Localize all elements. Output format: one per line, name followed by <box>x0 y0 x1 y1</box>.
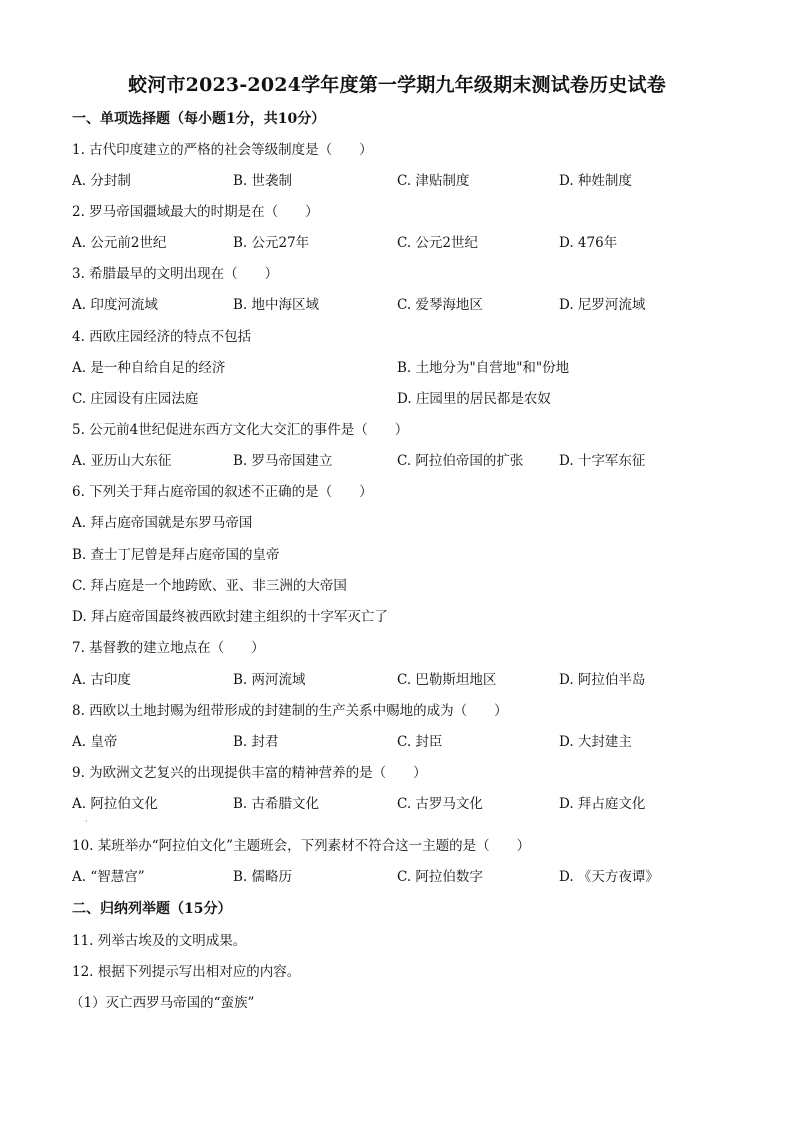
q3-option-b: B. 地中海区域 <box>233 297 320 313</box>
q4-option-a: A. 是一种自给自足的经济 <box>72 360 226 376</box>
q2-option-d: D. 476年 <box>559 235 618 251</box>
q8-option-d: D. 大封建主 <box>559 734 632 750</box>
q5-option-b: B. 罗马帝国建立 <box>233 453 333 469</box>
question-1: 1. 古代印度建立的严格的社会等级制度是（ ） <box>72 142 373 158</box>
q4-option-b: B. 土地分为"自营地"和"份地 <box>397 360 570 376</box>
q9-option-c: C. 古罗马文化 <box>397 796 483 812</box>
q8-option-b: B. 封君 <box>233 734 279 750</box>
q6-option-b: B. 查士丁尼曾是拜占庭帝国的皇帝 <box>72 547 280 563</box>
q9-option-b: B. 古希腊文化 <box>233 796 320 812</box>
section-2-heading: 二、归纳列举题（15分） <box>72 901 232 917</box>
q4-option-d: D. 庄园里的居民都是农奴 <box>397 391 551 407</box>
q7-option-c: C. 巴勒斯坦地区 <box>397 672 497 688</box>
q1-option-c: C. 津贴制度 <box>397 173 470 189</box>
q10-option-d: D. 《天方夜谭》 <box>559 869 659 885</box>
q9-option-a: A. 阿拉伯文化 <box>72 796 158 812</box>
question-9: 9. 为欧洲文艺复兴的出现提供丰富的精神营养的是（ ） <box>72 765 427 781</box>
question-8: 8. 西欧以土地封赐为纽带形成的封建制的生产关系中赐地的成为（ ） <box>72 703 508 719</box>
q6-option-d: D. 拜占庭帝国最终被西欧封建主组织的十字军灭亡了 <box>72 609 388 625</box>
section-1-heading: 一、单项选择题（每小题1分，共10分） <box>72 111 326 127</box>
stray-dot: · <box>85 817 88 826</box>
q2-option-a: A. 公元前2世纪 <box>72 235 167 251</box>
q4-option-c: C. 庄园设有庄园法庭 <box>72 391 199 407</box>
question-12: 12. 根据下列提示写出相对应的内容。 <box>72 964 301 980</box>
question-2: 2. 罗马帝国疆域最大的时期是在（ ） <box>72 204 319 220</box>
q6-option-c: C. 拜占庭是一个地跨欧、亚、非三洲的大帝国 <box>72 578 347 594</box>
q1-option-a: A. 分封制 <box>72 173 131 189</box>
question-5: 5. 公元前4世纪促进东西方文化大交汇的事件是（ ） <box>72 422 409 438</box>
q2-option-c: C. 公元2世纪 <box>397 235 479 251</box>
q9-option-d: D. 拜占庭文化 <box>559 796 646 812</box>
question-10: 10. 某班举办“阿拉伯文化”主题班会，下列素材不符合这一主题的是（ ） <box>72 838 531 854</box>
question-11: 11. 列举古埃及的文明成果。 <box>72 933 247 949</box>
q1-option-d: D. 种姓制度 <box>559 173 632 189</box>
q10-option-b: B. 儒略历 <box>233 869 293 885</box>
question-12-part-1: （1）灭亡西罗马帝国的“蛮族” <box>70 995 255 1011</box>
q8-option-a: A. 皇帝 <box>72 734 118 750</box>
q3-option-c: C. 爱琴海地区 <box>397 297 483 313</box>
q7-option-b: B. 两河流域 <box>233 672 306 688</box>
q8-option-c: C. 封臣 <box>397 734 443 750</box>
q10-option-a: A. “智慧宫” <box>72 869 145 885</box>
q3-option-d: D. 尼罗河流域 <box>559 297 646 313</box>
q5-option-a: A. 亚历山大东征 <box>72 453 172 469</box>
q7-option-a: A. 古印度 <box>72 672 131 688</box>
question-4: 4. 西欧庄园经济的特点不包括 <box>72 329 252 345</box>
q10-option-c: C. 阿拉伯数字 <box>397 869 483 885</box>
q2-option-b: B. 公元27年 <box>233 235 310 251</box>
q7-option-d: D. 阿拉伯半岛 <box>559 672 646 688</box>
q5-option-d: D. 十字军东征 <box>559 453 646 469</box>
q5-option-c: C. 阿拉伯帝国的扩张 <box>397 453 524 469</box>
exam-title: 蛟河市2023-2024学年度第一学期九年级期末测试卷历史试卷 <box>128 74 666 96</box>
q3-option-a: A. 印度河流域 <box>72 297 158 313</box>
question-6: 6. 下列关于拜占庭帝国的叙述不正确的是（ ） <box>72 484 373 500</box>
question-7: 7. 基督教的建立地点在（ ） <box>72 640 265 656</box>
q1-option-b: B. 世袭制 <box>233 173 293 189</box>
q6-option-a: A. 拜占庭帝国就是东罗马帝国 <box>72 515 253 531</box>
question-3: 3. 希腊最早的文明出现在（ ） <box>72 266 279 282</box>
